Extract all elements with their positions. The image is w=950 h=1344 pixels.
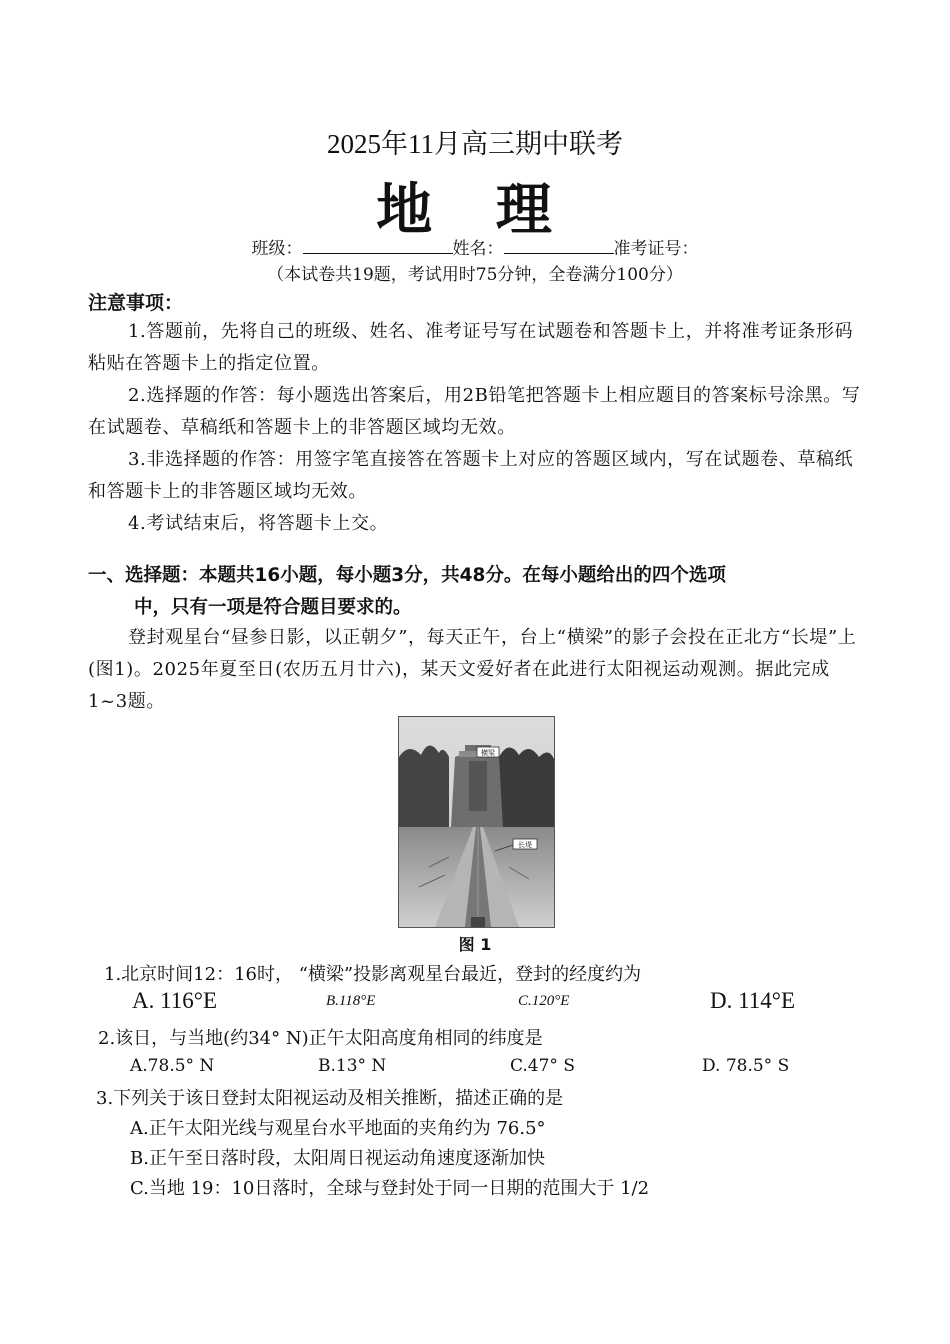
q1-option-c[interactable]: C.120°E <box>518 993 570 1009</box>
q1-stem: 1.北京时间12：16时， “横梁”投影离观星台最近，登封的经度约为 <box>104 964 642 985</box>
id-label: 准考证号： <box>613 239 699 259</box>
exam-meta: （本试卷共19题，考试用时75分钟，全卷满分100分） <box>267 265 683 285</box>
name-blank[interactable] <box>504 239 614 254</box>
notice-item-4: 4.考试结束后，将答题卡上交。 <box>128 513 389 534</box>
notice-item-3: 3.非选择题的作答：用签字笔直接答在答题卡上对应的答题区域内，写在试题卷、草稿纸和答题卡上的非答题区域均无效。 <box>88 449 854 502</box>
section-heading <box>88 560 864 624</box>
q2-stem: 2.该日，与当地(约34° N)正午太阳高度角相同的纬度是 <box>98 1028 543 1049</box>
q3-option-c[interactable]: C.当地 19：10日落时，全球与登封处于同一日期的范围大于 1/2 <box>130 1178 650 1199</box>
notice-item-1: 1.答题前，先将自己的班级、姓名、准考证号写在试题卷和答题卡上，并将准考证条形码粘贴在答题卡上的指定位置。 <box>88 321 854 374</box>
q1-option-b[interactable]: B.118°E <box>326 993 376 1009</box>
student-info-fields <box>0 234 950 259</box>
q2-option-b[interactable]: B.13° N <box>318 1056 387 1076</box>
passage: 登封观星台“昼参日影，以正朝夕”，每天正午，台上“横梁”的影子会投在正北方“长堤”上(图1)。2025年夏至日(农历五月廿六)，某天文爱好者在此进行太阳视运动观测。据此完成1~3题。 <box>88 627 857 712</box>
subject-title: 地 理 <box>376 178 574 243</box>
notice-heading: 注意事项： <box>88 292 184 314</box>
label-beam: 横梁 <box>481 749 495 757</box>
observatory-photo <box>398 716 555 928</box>
q2-option-a[interactable]: A.78.5° N <box>130 1056 215 1076</box>
q3-stem: 3.下列关于该日登封太阳视运动及相关推断，描述正确的是 <box>96 1088 564 1109</box>
notice-item-2: 2.选择题的作答：每小题选出答案后，用2B铅笔把答题卡上相应题目的答案标号涂黑。写在试题卷、草稿纸和答题卡上的非答题区域均无效。 <box>88 385 861 438</box>
name-label: 姓名： <box>452 239 504 259</box>
section-heading-line2: 中，只有一项是符合题目要求的。 <box>134 597 412 618</box>
q1-option-d[interactable]: D. 114°E <box>710 988 796 1013</box>
q2-option-c[interactable]: C.47° S <box>510 1056 575 1076</box>
q3-option-a[interactable]: A.正午太阳光线与观星台水平地面的夹角约为 76.5° <box>130 1118 546 1139</box>
label-dike: 长堤 <box>518 841 532 849</box>
q2-option-d[interactable]: D. 78.5° S <box>702 1056 790 1076</box>
exam-title: 2025年11月高三期中联考 <box>327 129 623 159</box>
q3-option-b[interactable]: B.正午至日落时段，太阳周日视运动角速度逐渐加快 <box>130 1148 545 1169</box>
section-heading-line1: 一、选择题：本题共16小题，每小题3分，共48分。在每小题给出的四个选项 <box>88 565 726 586</box>
q1-option-a[interactable]: A. 116°E <box>132 988 218 1013</box>
class-blank[interactable] <box>303 239 453 254</box>
observatory-illustration <box>399 717 554 927</box>
figure-caption: 图 1 <box>458 935 492 954</box>
class-label: 班级： <box>251 239 303 259</box>
